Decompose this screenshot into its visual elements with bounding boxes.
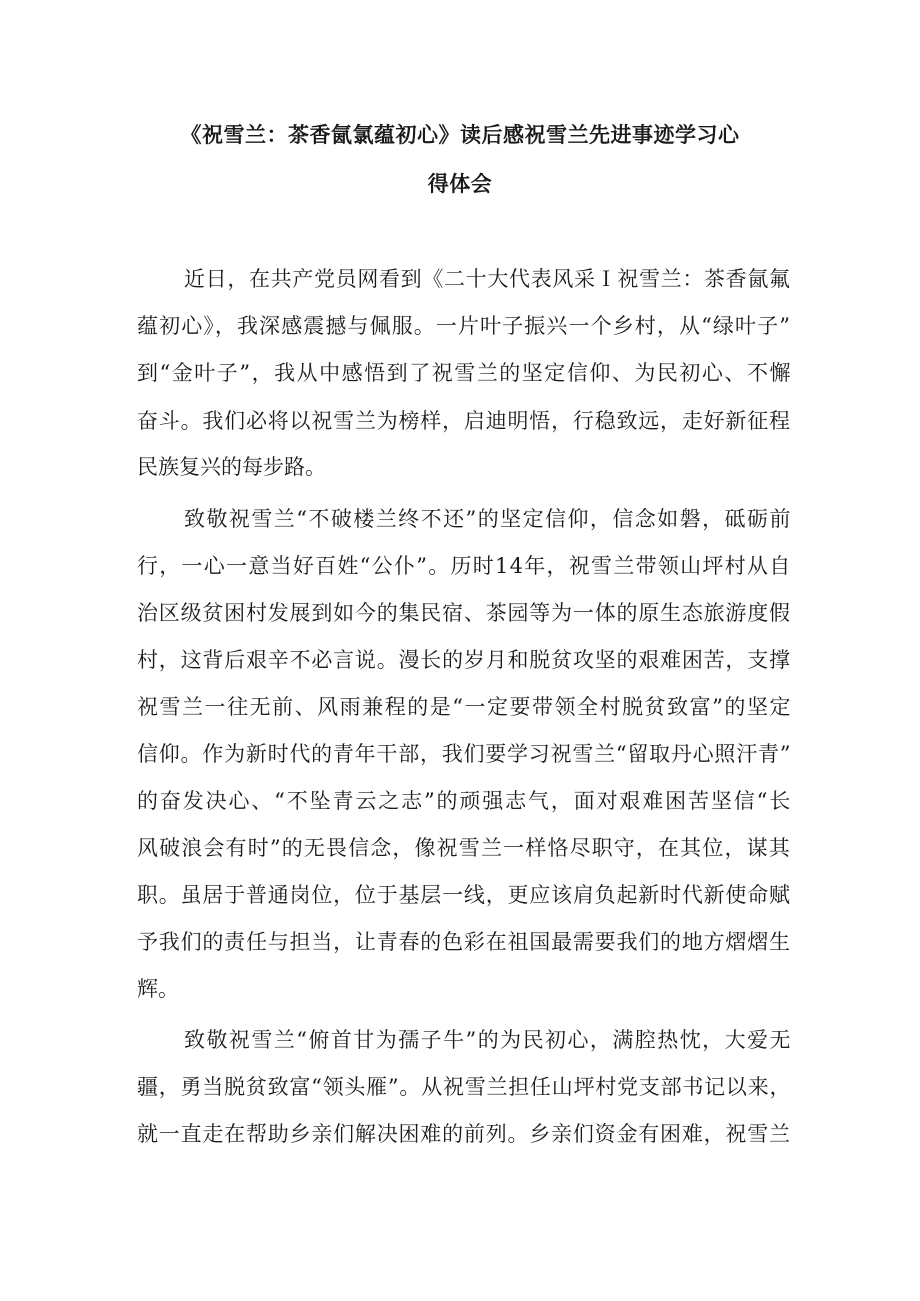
paragraph-2-line: 行，一心一意当好百姓“公仆”。历时14年，祝雪兰带领山坪村从自	[137, 554, 792, 578]
document-title-continued: 得体会	[427, 172, 493, 196]
paragraph-2-line: 致敬祝雪兰“不破楼兰终不还”的坚定信仰，信念如磐，砥砺前	[184, 507, 792, 531]
document-title: 《祝雪兰：茶香氤氯蕴初心》读后感祝雪兰先进事迹学习心	[180, 123, 740, 147]
paragraph-2-line: 予我们的责任与担当，让青春的色彩在祖国最需要我们的地方熠熠生	[137, 930, 791, 954]
paragraph-2-line: 信仰。作为新时代的青年干部，我们要学习祝雪兰“留取丹心照汗青”	[137, 742, 792, 766]
paragraph-2-line: 村，这背后艰辛不必言说。漫长的岁月和脱贫攻坚的艰难困苦，支撑	[137, 648, 791, 672]
paragraph-3-line: 致敬祝雪兰“俯首甘为孺子牛”的为民初心，满腔热忱，大爱无	[184, 1028, 792, 1052]
paragraph-2-line: 的奋发决心、“不坠青云之志”的顽强志气，面对艰难困苦坚信“长	[137, 789, 793, 813]
paragraph-1-line: 奋斗。我们必将以祝雪兰为榜样，启迪明悟，行稳致远，走好新征程	[137, 409, 791, 433]
paragraph-2-line: 职。虽居于普通岗位，位于基层一线，更应该肩负起新时代新使命赋	[137, 883, 791, 907]
paragraph-2-line: 治区级贫困村发展到如今的集民宿、茶园等为一体的原生态旅游度假	[137, 601, 791, 625]
paragraph-1-line: 民族复兴的每步路。	[137, 455, 326, 479]
paragraph-1-line: 蕴初心》，我深感震撼与佩服。一片叶子振兴一个乡村，从“绿叶子”	[137, 314, 792, 338]
paragraph-1-line: 到“金叶子”，我从中感悟到了祝雪兰的坚定信仰、为民初心、不懈	[137, 361, 792, 385]
paragraph-3-line: 就一直走在帮助乡亲们解决困难的前列。乡亲们资金有困难，祝雪兰	[137, 1122, 791, 1146]
paragraph-1-line: 近日，在共产党员网看到《二十大代表风采Ｉ祝雪兰：茶香氤氟	[184, 267, 791, 291]
paragraph-2-line: 辉。	[137, 977, 179, 1001]
paragraph-3-line: 疆，勇当脱贫致富“领头雁”。从祝雪兰担任山坪村党支部书记以来，	[137, 1075, 792, 1099]
paragraph-2-line: 风破浪会有时”的无畏信念，像祝雪兰一样恪尽职守，在其位，谋其	[137, 836, 791, 860]
paragraph-2-line: 祝雪兰一往无前、风雨兼程的是“一定要带领全村脱贫致富”的坚定	[137, 695, 792, 719]
